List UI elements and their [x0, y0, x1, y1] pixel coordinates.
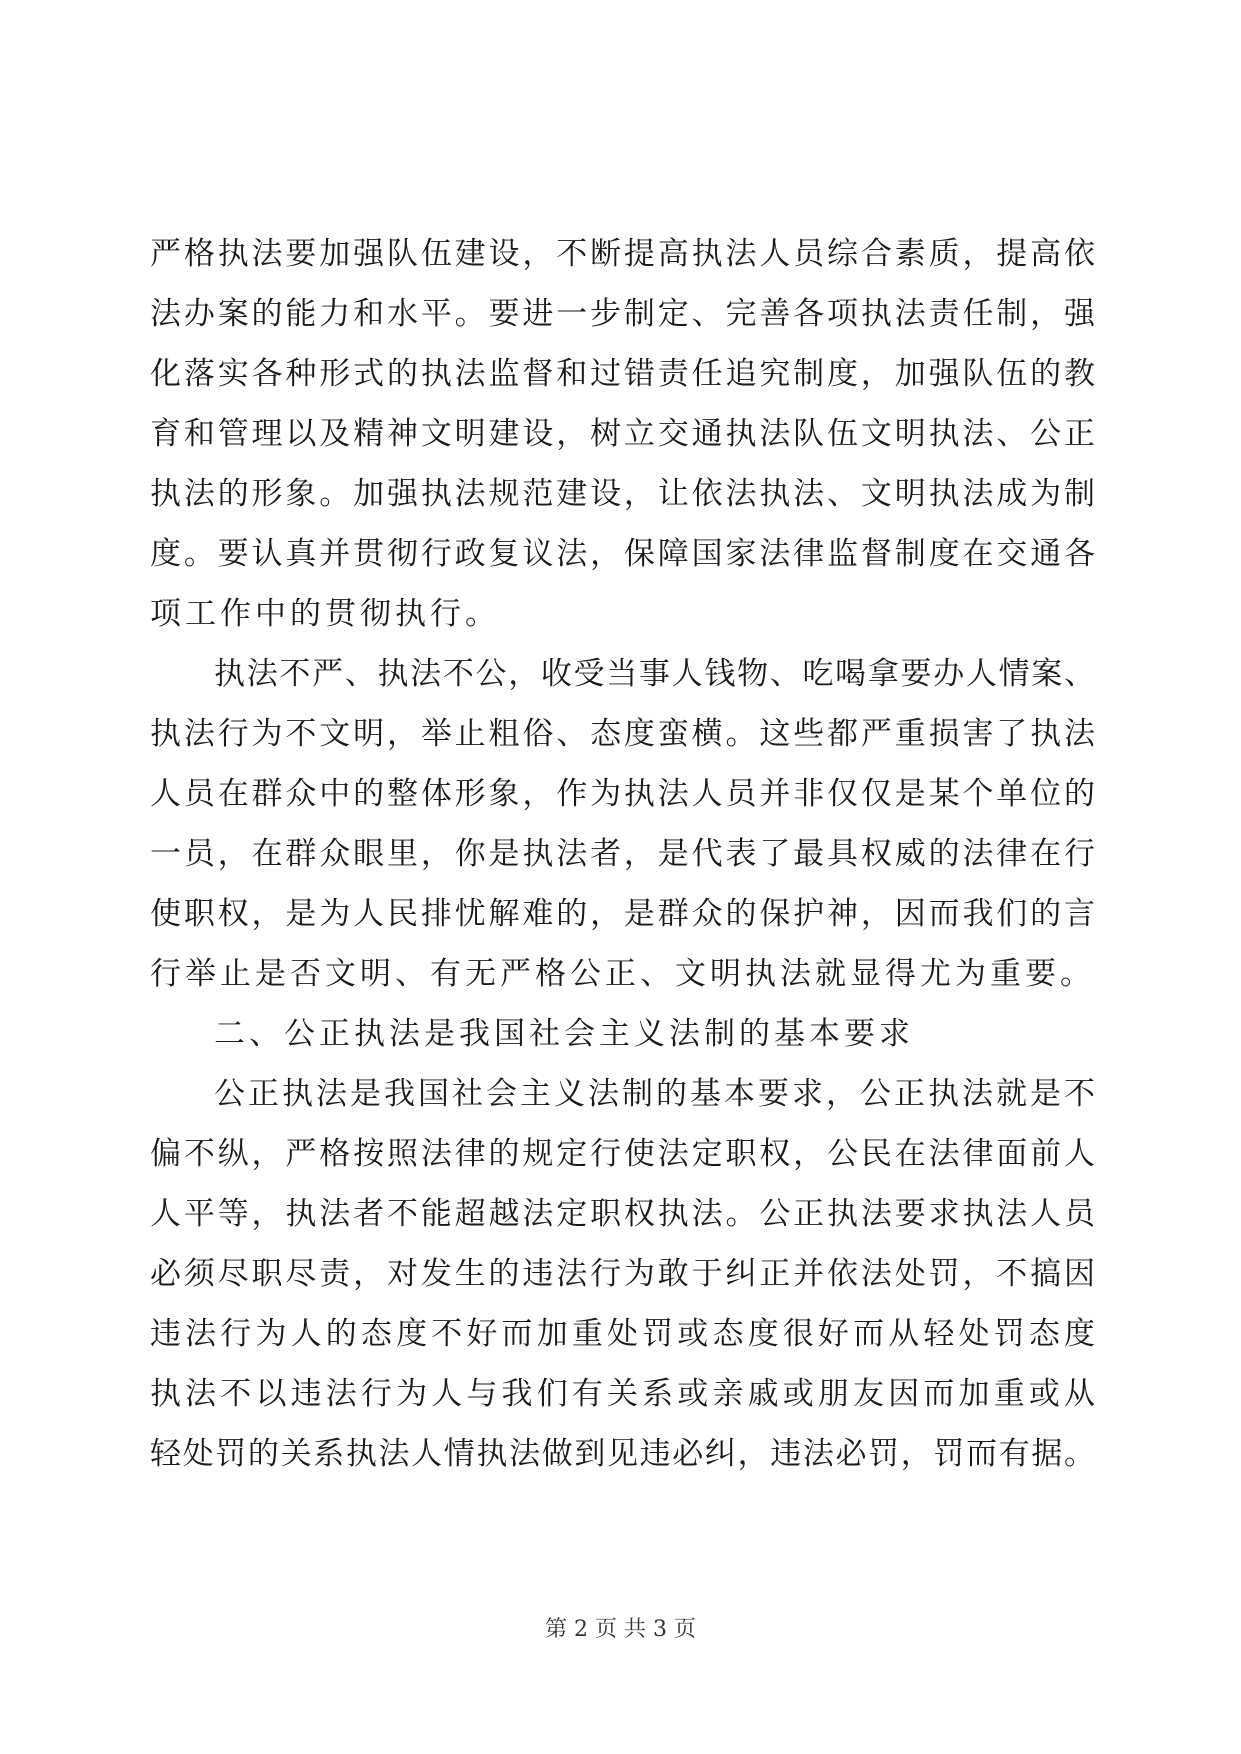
text-line: 偏不纵，严格按照法律的规定行使法定职权，公民在法律面前人	[150, 1136, 1095, 1172]
text-line: 人平等，执法者不能超越法定职权执法。公正执法要求执法人员	[150, 1196, 1095, 1232]
text-line: 执法行为不文明，举止粗俗、态度蛮横。这些都严重损害了执法	[150, 716, 1095, 752]
text-line: 育和管理以及精神文明建设，树立交通执法队伍文明执法、公正	[150, 416, 1095, 452]
text-line: 执法不以违法行为人与我们有关系或亲戚或朋友因而加重或从	[150, 1376, 1095, 1412]
document-body	[150, 224, 1095, 1484]
page-number: 第 2 页 共 3 页	[545, 1617, 696, 1642]
text-line: 化落实各种形式的执法监督和过错责任追究制度，加强队伍的教	[150, 356, 1095, 392]
text-line: 人员在群众中的整体形象，作为执法人员并非仅仅是某个单位的	[150, 776, 1095, 812]
text-line: 公正执法是我国社会主义法制的基本要求，公正执法就是不	[214, 1076, 1095, 1112]
section-heading: 二、公正执法是我国社会主义法制的基本要求	[214, 1016, 914, 1052]
text-line: 执法的形象。加强执法规范建设，让依法执法、文明执法成为制	[150, 476, 1095, 512]
text-line: 度。要认真并贯彻行政复议法，保障国家法律监督制度在交通各	[150, 536, 1095, 572]
text-line: 法办案的能力和水平。要进一步制定、完善各项执法责任制，强	[150, 296, 1095, 332]
text-line: 违法行为人的态度不好而加重处罚或态度很好而从轻处罚态度	[150, 1316, 1095, 1352]
text-line: 一员，在群众眼里，你是执法者，是代表了最具权威的法律在行	[150, 836, 1095, 872]
text-line: 项工作中的贯彻执行。	[150, 596, 500, 632]
text-line: 使职权，是为人民排忧解难的，是群众的保护神，因而我们的言	[150, 896, 1095, 932]
text-line: 执法不严、执法不公，收受当事人钱物、吃喝拿要办人情案、	[214, 656, 1095, 692]
text-line: 轻处罚的关系执法人情执法做到见违必纠，违法必罚，罚而有据。	[150, 1436, 1095, 1472]
text-line: 严格执法要加强队伍建设，不断提高执法人员综合素质，提高依	[150, 236, 1095, 272]
text-line: 必须尽职尽责，对发生的违法行为敢于纠正并依法处罚，不搞因	[150, 1256, 1095, 1292]
text-line: 行举止是否文明、有无严格公正、文明执法就显得尤为重要。	[150, 956, 1095, 992]
